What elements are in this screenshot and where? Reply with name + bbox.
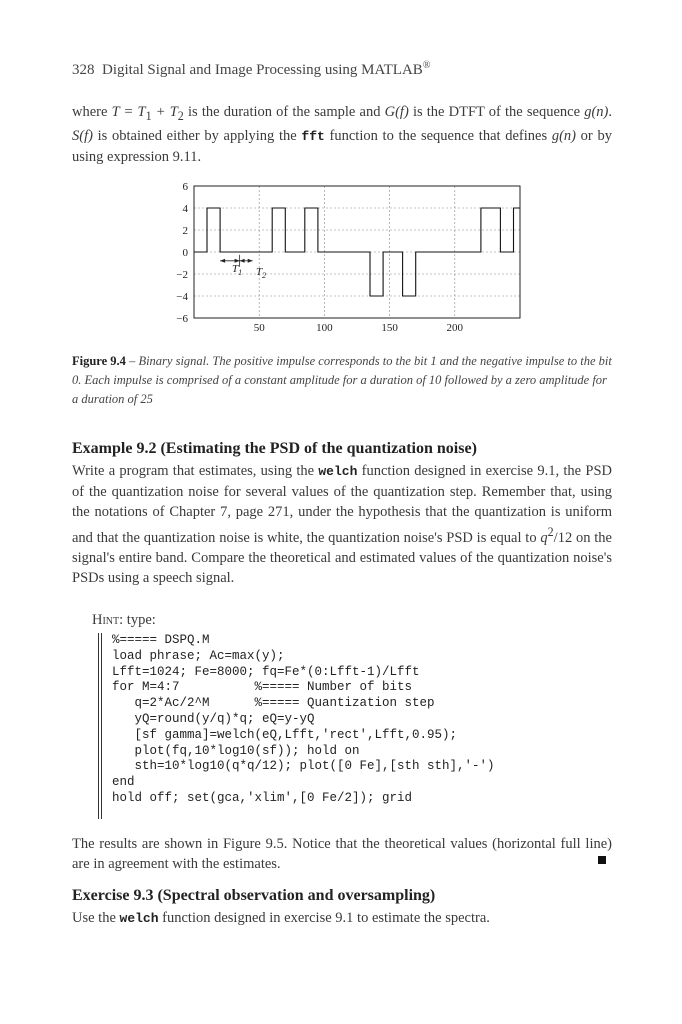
y-tick-label: −6	[176, 313, 188, 325]
result-paragraph: The results are shown in Figure 9.5. Notice that the theoretical values (horizontal full line) are in agreement with the estimates.	[72, 836, 612, 872]
code-line: hold off; set(gca,'xlim',[0 Fe/2]); grid	[112, 790, 413, 805]
running-header	[72, 60, 430, 79]
code-block	[112, 633, 608, 807]
x-tick-label: 50	[253, 322, 265, 334]
x-tick-label: 200	[446, 322, 464, 334]
exercise-title: Exercise 9.3 (Spectral observation and oversampling)	[72, 887, 436, 904]
t1-arrow-head-left	[220, 259, 225, 263]
x-tick-label: 150	[381, 322, 398, 334]
inline-code-welch: welch	[318, 464, 358, 479]
caption-text: – Binary signal. The positive impulse corresponds to the bit 1 and the negative impulse to the bit 0. Each impulse is comprised of a constant amplitude for a duration of 10 followed by a zero amplitude for a duration of 25	[72, 354, 612, 406]
y-tick-label: 6	[182, 181, 188, 193]
y-tick-label: 4	[182, 203, 188, 215]
hint-label: Hint	[92, 612, 120, 628]
book-title: Digital Signal and Image Processing using MATLAB	[102, 62, 423, 78]
y-tick-label: 2	[182, 225, 188, 237]
code-line: load phrase; Ac=max(y);	[112, 648, 285, 663]
x-tick-label: 100	[316, 322, 333, 334]
figure-binary-signal	[150, 178, 530, 338]
code-listing	[98, 633, 608, 819]
code-line: Lfft=1024; Fe=8000; fq=Fe*(0:Lfft-1)/Lfft	[112, 664, 420, 679]
y-tick-label: 0	[182, 247, 188, 259]
figure-caption	[72, 352, 612, 409]
end-of-example-square	[598, 856, 606, 864]
code-line: plot(fq,10*log10(sf)); hold on	[112, 743, 360, 758]
inline-code-welch-2: welch	[119, 911, 159, 926]
registered-mark: ®	[422, 60, 431, 71]
caption-label: Figure 9.4	[72, 354, 126, 368]
binary-signal-chart	[150, 178, 530, 338]
example-title: Example 9.2 (Estimating the PSD of the quantization noise)	[72, 440, 477, 457]
y-tick-label: −2	[176, 269, 188, 281]
code-line: end	[112, 775, 135, 790]
code-line: for M=4:7 %===== Number of bits	[112, 680, 413, 695]
code-line: [sf gamma]=welch(eQ,Lfft,'rect',Lfft,0.95);	[112, 727, 458, 742]
code-line: q=2*Ac/2^M %===== Quantization step	[112, 696, 435, 711]
page-number: 328	[72, 62, 95, 78]
t2-arrow-head-right	[248, 259, 253, 263]
y-tick-label: −4	[176, 291, 188, 303]
code-line: sth=10*log10(q*q/12); plot([0 Fe],[sth sth],'-')	[112, 759, 495, 774]
code-line: %===== DSPQ.M	[112, 633, 210, 647]
hint-line: Hint: type:	[92, 612, 156, 628]
t2-label: $T_2$	[256, 266, 267, 280]
x-tick-labels	[254, 322, 464, 334]
t1-label: $T_1$	[232, 263, 243, 277]
code-line: yQ=round(y/q)*q; eQ=y-yQ	[112, 711, 315, 726]
y-tick-labels	[176, 181, 188, 325]
t2-arrow-head-left	[240, 259, 245, 263]
inline-code-fft: fft	[301, 128, 325, 144]
exercise-paragraph: Use the welch function designed in exercise 9.1 to estimate the spectra.	[72, 910, 490, 926]
signal-line	[194, 208, 520, 296]
example-paragraph: Write a program that estimates, using the welch function designed in exercise 9.1, the PSD of the quantization noise for several values of the quantization step. Remember that, using the notations of Chapter 7, page 271, under the hypothesis that the quantization is uniform and that the quantization noise is white, the quantization noise's PSD is equal to $q^2/12$ on the signal's entire band. Compare the theoretical and estimated values of the quantization noise's PSDs using a speech signal.	[72, 463, 612, 586]
paragraph-intro: where $T = T_1 + T_2$ is the duration of the sample and G(f) is the DTFT of the sequence g(n). S(f) is obtained either by applying the fft function to the sequence that defines g(n) or by using expression 9.11.	[72, 104, 612, 165]
